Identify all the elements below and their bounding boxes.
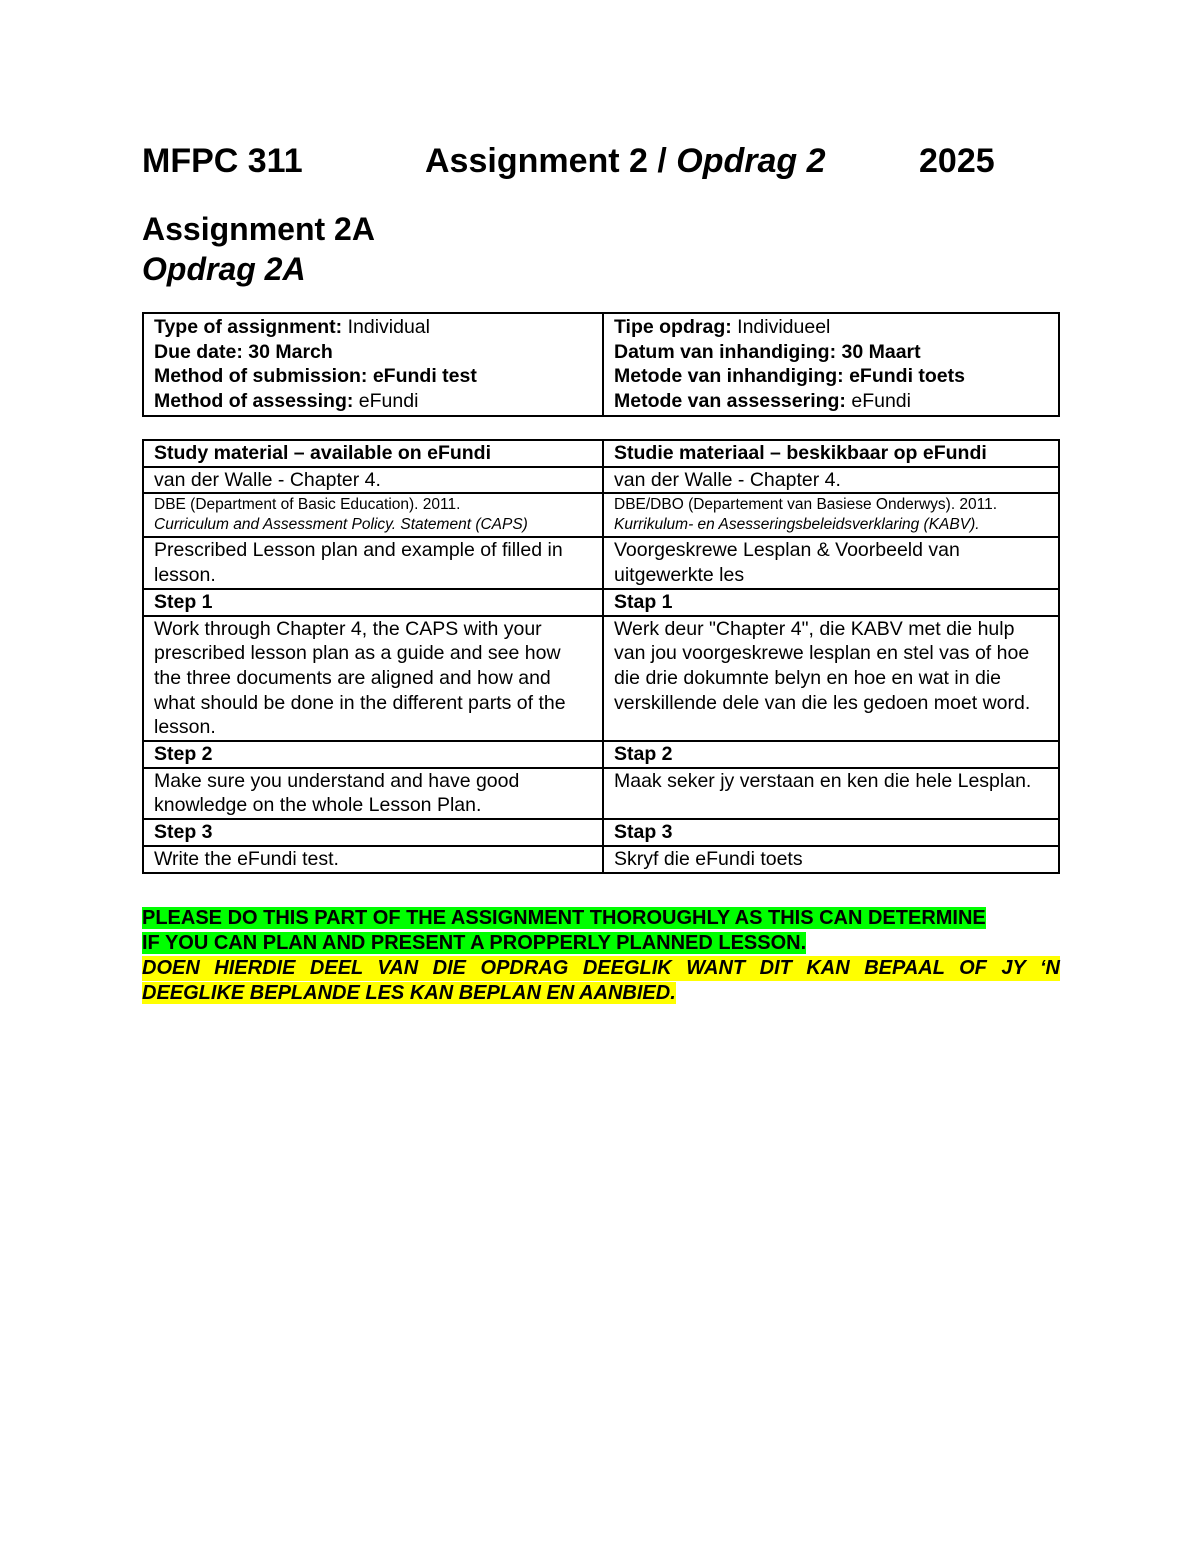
course-code: MFPC 311 [142, 142, 303, 180]
table-row [143, 616, 1059, 742]
submission-method-en: Method of submission: eFundi test [154, 365, 477, 388]
assignment-info-table [142, 312, 1060, 417]
step1-label-en: Step 1 [143, 589, 603, 616]
walle-af: van der Walle - Chapter 4. [603, 467, 1059, 494]
assignment-title-af: Opdrag 2 [676, 142, 826, 180]
due-date-en: Due date: 30 March [154, 340, 333, 363]
type-value-af: Individueel [731, 316, 831, 338]
step1-text-en: Work through Chapter 4, the CAPS with your prescribed lesson plan as a guide and see how the three documents are aligned and how and what should be done in the different parts of the lesson. [143, 616, 603, 742]
assignment-title-en: Assignment 2 / [425, 142, 677, 180]
notice-en-line1: PLEASE DO THIS PART OF THE ASSIGNMENT THOROUGHLY AS THIS CAN DETERMINE [142, 907, 986, 929]
step2-text-af: Maak seker jy verstaan en ken die hele Lesplan. [603, 768, 1059, 819]
notice-af-line2: DEEGLIKE BEPLANDE LES KAN BEPLAN EN AANBIED. [142, 982, 676, 1004]
study-material-table [142, 439, 1060, 874]
notice-af-line1: DOEN HIERDIE DEEL VAN DIE OPDRAG DEEGLIK WANT DIT KAN BEPAAL OF JY ‘N [142, 957, 1060, 979]
lesson-af: Voorgeskrewe Lesplan & Voorbeeld van uitgewerkte les [603, 537, 1059, 588]
assignment-title [425, 142, 826, 181]
step1-text-af: Werk deur "Chapter 4", die KABV met die hulp van jou voorgeskrewe lesplan en stel vas of hoe die drie dokumnte belyn en hoe en wat in die verskillende dele van die les gedoen moet word. [603, 616, 1059, 742]
due-date-af: Datum van inhandiging: 30 Maart [614, 340, 921, 363]
table-row [143, 846, 1059, 873]
submission-method-af: Metode van inhandiging: eFundi toets [614, 365, 965, 388]
assess-value-af: eFundi [845, 390, 911, 413]
info-cell-af [603, 313, 1059, 416]
notice-block [142, 906, 1060, 1006]
table-row [143, 741, 1059, 768]
table-row [143, 537, 1059, 588]
assess-value-en: eFundi [353, 390, 419, 413]
type-value-en: Individual [342, 316, 430, 338]
table-row [143, 440, 1059, 467]
walle-en: van der Walle - Chapter 4. [143, 467, 603, 494]
step3-text-af: Skryf die eFundi toets [603, 846, 1059, 873]
info-row [143, 313, 1059, 416]
assess-label-en: Method of assessing: [154, 390, 354, 413]
material-header-en: Study material – available on eFundi [143, 440, 603, 467]
step3-label-af: Stap 3 [603, 819, 1059, 846]
subtitle-af: Opdrag 2A [142, 251, 306, 287]
type-label-af: Tipe opdrag: [614, 316, 732, 338]
table-row [143, 819, 1059, 846]
subtitle-en: Assignment 2A [142, 211, 375, 247]
dbe-en [143, 493, 603, 537]
material-header-af: Studie materiaal – beskikbaar op eFundi [603, 440, 1059, 467]
dbe-af-italic: Kurrikulum- en Asesseringsbeleidsverklaring (KABV). [614, 516, 980, 534]
dbe-en-italic: Curriculum and Assessment Policy. Statement (CAPS) [154, 516, 528, 534]
page-header [142, 142, 1060, 182]
info-cell-en [143, 313, 603, 416]
lesson-en: Prescribed Lesson plan and example of filled in lesson. [143, 537, 603, 588]
type-label-en: Type of assignment: [154, 316, 343, 338]
step1-label-af: Stap 1 [603, 589, 1059, 616]
step3-label-en: Step 3 [143, 819, 603, 846]
dbe-af [603, 493, 1059, 537]
dbe-en-plain: DBE (Department of Basic Education). 2011. [154, 496, 461, 514]
step2-text-en: Make sure you understand and have good knowledge on the whole Lesson Plan. [143, 768, 603, 819]
year: 2025 [919, 142, 995, 180]
assess-label-af: Metode van assessering: [614, 390, 846, 413]
notice-en-line2: IF YOU CAN PLAN AND PRESENT A PROPPERLY PLANNED LESSON. [142, 932, 807, 954]
table-row [143, 467, 1059, 494]
table-row [143, 493, 1059, 537]
step2-label-af: Stap 2 [603, 741, 1059, 768]
table-row [143, 589, 1059, 616]
dbe-af-plain: DBE/DBO (Departement van Basiese Onderwys). 2011. [614, 496, 998, 514]
step2-label-en: Step 2 [143, 741, 603, 768]
table-row [143, 768, 1059, 819]
step3-text-en: Write the eFundi test. [143, 846, 603, 873]
